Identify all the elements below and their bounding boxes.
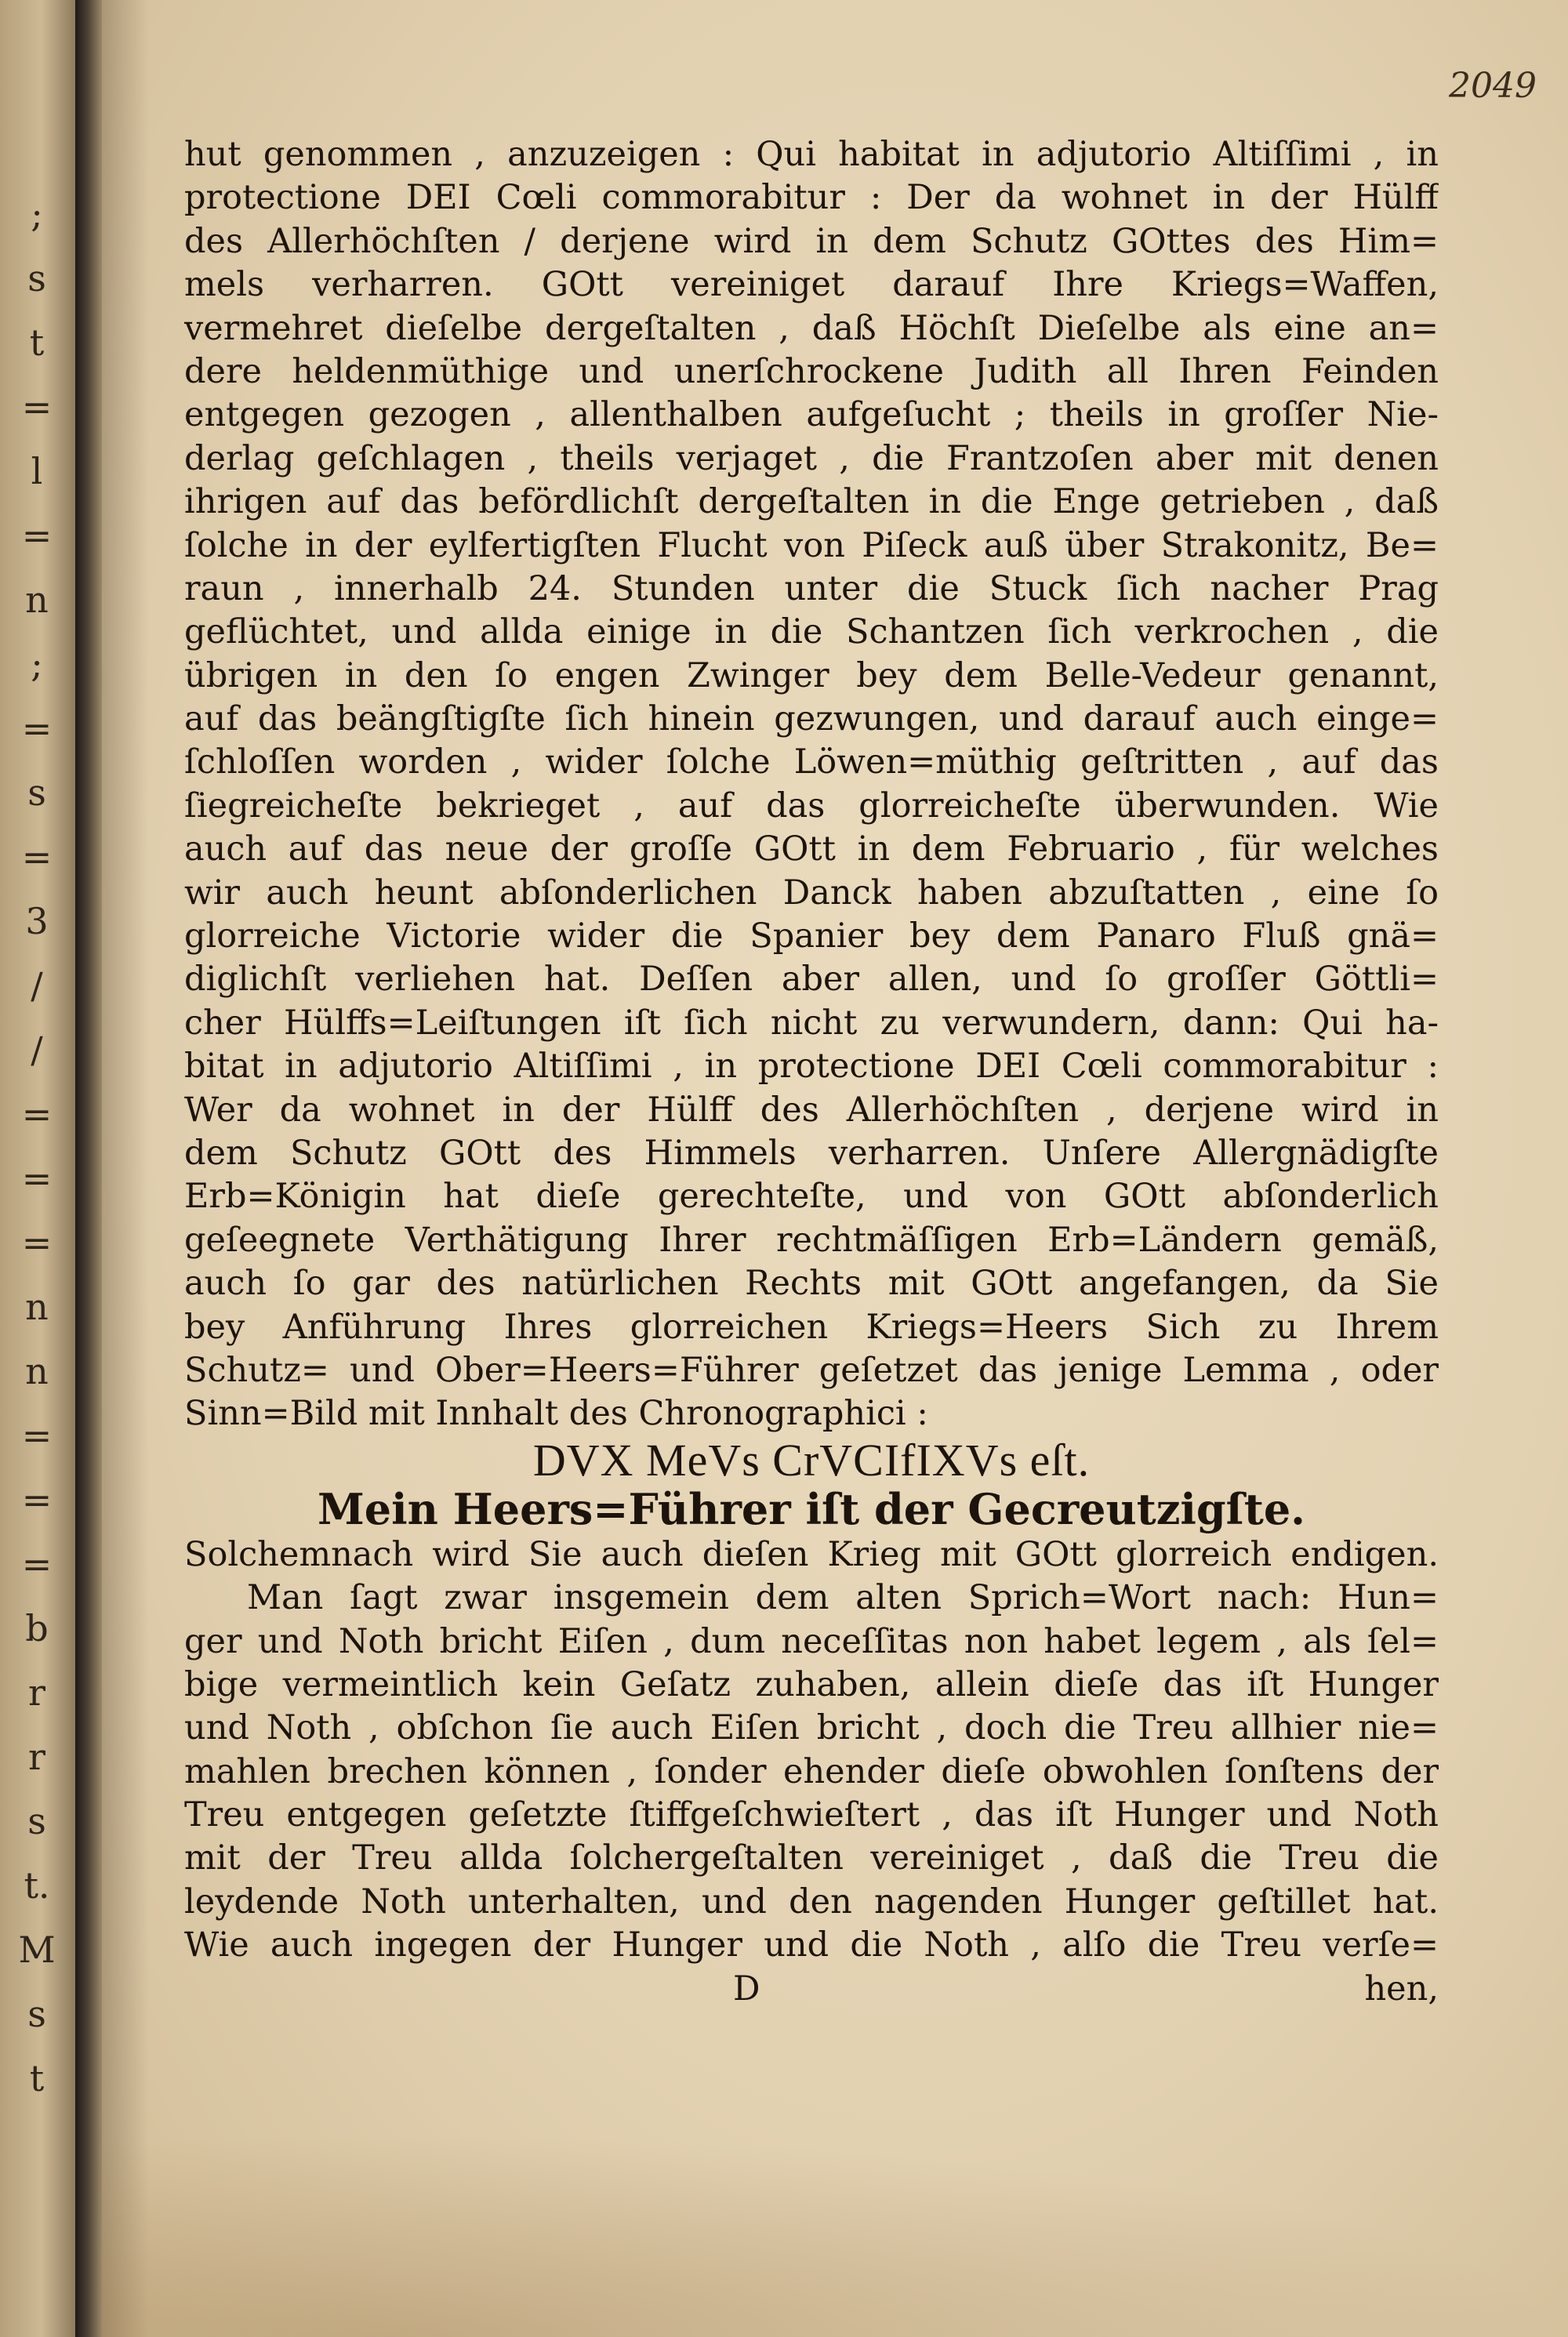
margin-fragment: /: [31, 1029, 43, 1071]
text-line: auf das beängſtigſte ſich hinein gezwungen, und darauf auch einge=: [184, 699, 1439, 739]
text-line: ſolche in der eylfertigſten Flucht von Piſeck auß über Strakonitz, Be=: [184, 525, 1439, 565]
text-line: mit der Treu allda ſolchergeſtalten vereiniget , daß die Treu die: [184, 1838, 1439, 1878]
text-line: auch ſo gar des natürlichen Rechts mit GOtt angefangen, da Sie: [184, 1264, 1439, 1304]
margin-fragment: =: [21, 386, 53, 428]
text-line: leydende Noth unterhalten, und den nagenden Hunger geſtillet hat.: [184, 1882, 1439, 1921]
text-line: raun , innerhalb 24. Stunden unter die Stuck ſich nacher Prag: [184, 568, 1439, 608]
margin-fragment: =: [21, 1414, 53, 1457]
text-line: und Noth , obſchon ſie auch Eiſen bricht , doch die Treu allhier nie=: [184, 1708, 1439, 1748]
margin-fragment: s: [27, 257, 46, 299]
text-line: Schutz= und Ober=Heers=Führer geſetzet das jenige Lemma , oder: [184, 1350, 1439, 1390]
margin-fragment: M: [18, 1929, 56, 1971]
text-line: bitat in adjutorio Altiſſimi , in protectione DEI Cœli commorabitur :: [184, 1047, 1439, 1087]
text-line: Treu entgegen geſetzte ſtiffgeſchwieſtert , das iſt Hunger und Noth: [184, 1795, 1439, 1835]
text-line: hut genommen , anzuzeigen : Qui habitat in adjutorio Altiſſimi , in: [184, 135, 1439, 174]
motto-german: Mein Heers=Führer iſt der Gecreutzigſte.: [318, 1484, 1305, 1533]
paragraph-1: [184, 133, 1439, 1436]
text-line: dere heldenmüthige und unerſchrockene Judith all Ihren Feinden: [184, 351, 1439, 391]
text-line: dem Schutz GOtt des Himmels verharren. Unſere Allergnädigſte: [184, 1133, 1439, 1173]
margin-fragment: =: [21, 1479, 53, 1521]
margin-fragment: n: [25, 1286, 49, 1328]
text-line: Wie auch ingegen der Hunger und die Noth , alſo die Treu verſe=: [184, 1925, 1439, 1965]
margin-fragment: l: [31, 450, 43, 492]
margin-fragment: /: [31, 964, 43, 1007]
closing-line: Solchemnach wird Sie auch dieſen Krieg mit GOtt glorreich endigen.: [184, 1534, 1439, 1574]
margin-fragment: =: [21, 707, 53, 749]
text-line: geſeegnete Verthätigung Ihrer rechtmäſſigen Erb=Ländern gemäß,: [184, 1220, 1439, 1260]
margin-fragment: ;: [31, 193, 43, 235]
text-line: des Allerhöchſten / derjene wird in dem Schutz GOttes des Him=: [184, 221, 1439, 261]
text-line: cher Hülffs=Leiſtungen iſt ſich nicht zu verwundern, dann: Qui ha-: [184, 1003, 1439, 1043]
text-line: Wer da wohnet in der Hülff des Allerhöchſten , derjene wird in: [184, 1090, 1439, 1130]
paragraph-2: [184, 1577, 1439, 1968]
text-line: mahlen brechen können , ſonder ehender dieſe obwohlen ſonſtens der: [184, 1751, 1439, 1791]
text-line: vermehret dieſelbe dergeſtalten , daß Höchſt Dieſelbe als eine an=: [184, 308, 1439, 348]
margin-fragment: =: [21, 1157, 53, 1199]
motto-latin: DVX MeVs CrVCIfIXVs eſt.: [532, 1435, 1091, 1485]
margin-fragment: s: [27, 771, 46, 814]
text-line: Erb=Königin hat dieſe gerechteſte, und von GOtt abſonderlich: [184, 1177, 1439, 1217]
margin-fragment: t.: [24, 1864, 50, 1907]
text-line: entgegen gezogen , allenthalben aufgeſucht ; theils in groſſer Nie-: [184, 395, 1439, 435]
text-line: derlag geſchlagen , theils verjaget , die Frantzoſen aber mit denen: [184, 438, 1439, 478]
text-line: übrigen in den ſo engen Zwinger bey dem Belle-Vedeur genannt,: [184, 655, 1439, 695]
text-line: Man ſagt zwar insgemein dem alten Sprich=Wort nach: Hun=: [247, 1578, 1439, 1618]
previous-page-edge: [0, 0, 75, 2337]
margin-fragment: r: [28, 1736, 45, 1778]
text-line: bey Anführung Ihres glorreichen Kriegs=Heers Sich zu Ihrem: [184, 1307, 1439, 1347]
text-line: ſiegreicheſte bekrieget , auf das glorreicheſte überwunden. Wie: [184, 786, 1439, 826]
margin-fragment: t: [29, 321, 45, 364]
margin-fragment: =: [21, 1543, 53, 1585]
margin-fragment: s: [27, 1800, 46, 1842]
text-line: ihrigen auf das befördlichſt dergeſtalten in die Enge getrieben , daß: [184, 482, 1439, 522]
footer-row: [184, 1968, 1439, 2011]
margin-fragment: n: [25, 1350, 49, 1392]
margin-fragment: s: [27, 1993, 46, 2035]
margin-fragment: r: [28, 1671, 45, 1714]
margin-fragment: ;: [31, 643, 43, 685]
page-stain: [102, 2133, 1568, 2337]
margin-fragment: =: [21, 1221, 53, 1264]
text-line: Sinn=Bild mit Innhalt des Chronographici :: [184, 1394, 928, 1434]
text-line: auch auf das neue der groſſe GOtt in dem Februario , für welches: [184, 829, 1439, 869]
text-line: bige vermeintlich kein Geſatz zuhaben, allein dieſe das iſt Hunger: [184, 1664, 1439, 1704]
text-line: geflüchtet, und allda einige in die Schantzen ſich verkrochen , die: [184, 612, 1439, 652]
text-line: ſchloſſen worden , wider ſolche Löwen=müthig geſtritten , auf das: [184, 742, 1439, 782]
catchword: hen,: [1364, 1969, 1439, 2009]
margin-fragment: =: [21, 514, 53, 557]
text-line: diglichſt verliehen hat. Deſſen aber allen, und ſo groſſer Göttli=: [184, 960, 1439, 1000]
page: [102, 0, 1568, 2337]
margin-fragment: 3: [25, 900, 49, 942]
text-line: ger und Noth bricht Eiſen , dum neceſſitas non habet legem , als ſel=: [184, 1621, 1439, 1661]
margin-fragment: =: [21, 1093, 53, 1135]
margin-fragment: b: [25, 1607, 49, 1649]
signature-mark: D: [733, 1969, 760, 2009]
margin-fragment: t: [29, 2057, 45, 2099]
text-line: wir auch heunt abſonderlichen Danck haben abzuſtatten , eine ſo: [184, 873, 1439, 913]
text-line: mels verharren. GOtt vereiniget darauf Ihre Kriegs=Waffen,: [184, 265, 1439, 305]
page-number: 2049: [1449, 66, 1537, 106]
text-line: glorreiche Victorie wider die Spanier bey dem Panaro Fluß gnä=: [184, 916, 1439, 956]
margin-fragment: =: [21, 836, 53, 878]
margin-fragment: n: [25, 579, 49, 621]
text-line: protectione DEI Cœli commorabitur : Der da wohnet in der Hülff: [184, 178, 1439, 218]
text-block: [184, 133, 1439, 2011]
book-gutter: [75, 0, 102, 2337]
